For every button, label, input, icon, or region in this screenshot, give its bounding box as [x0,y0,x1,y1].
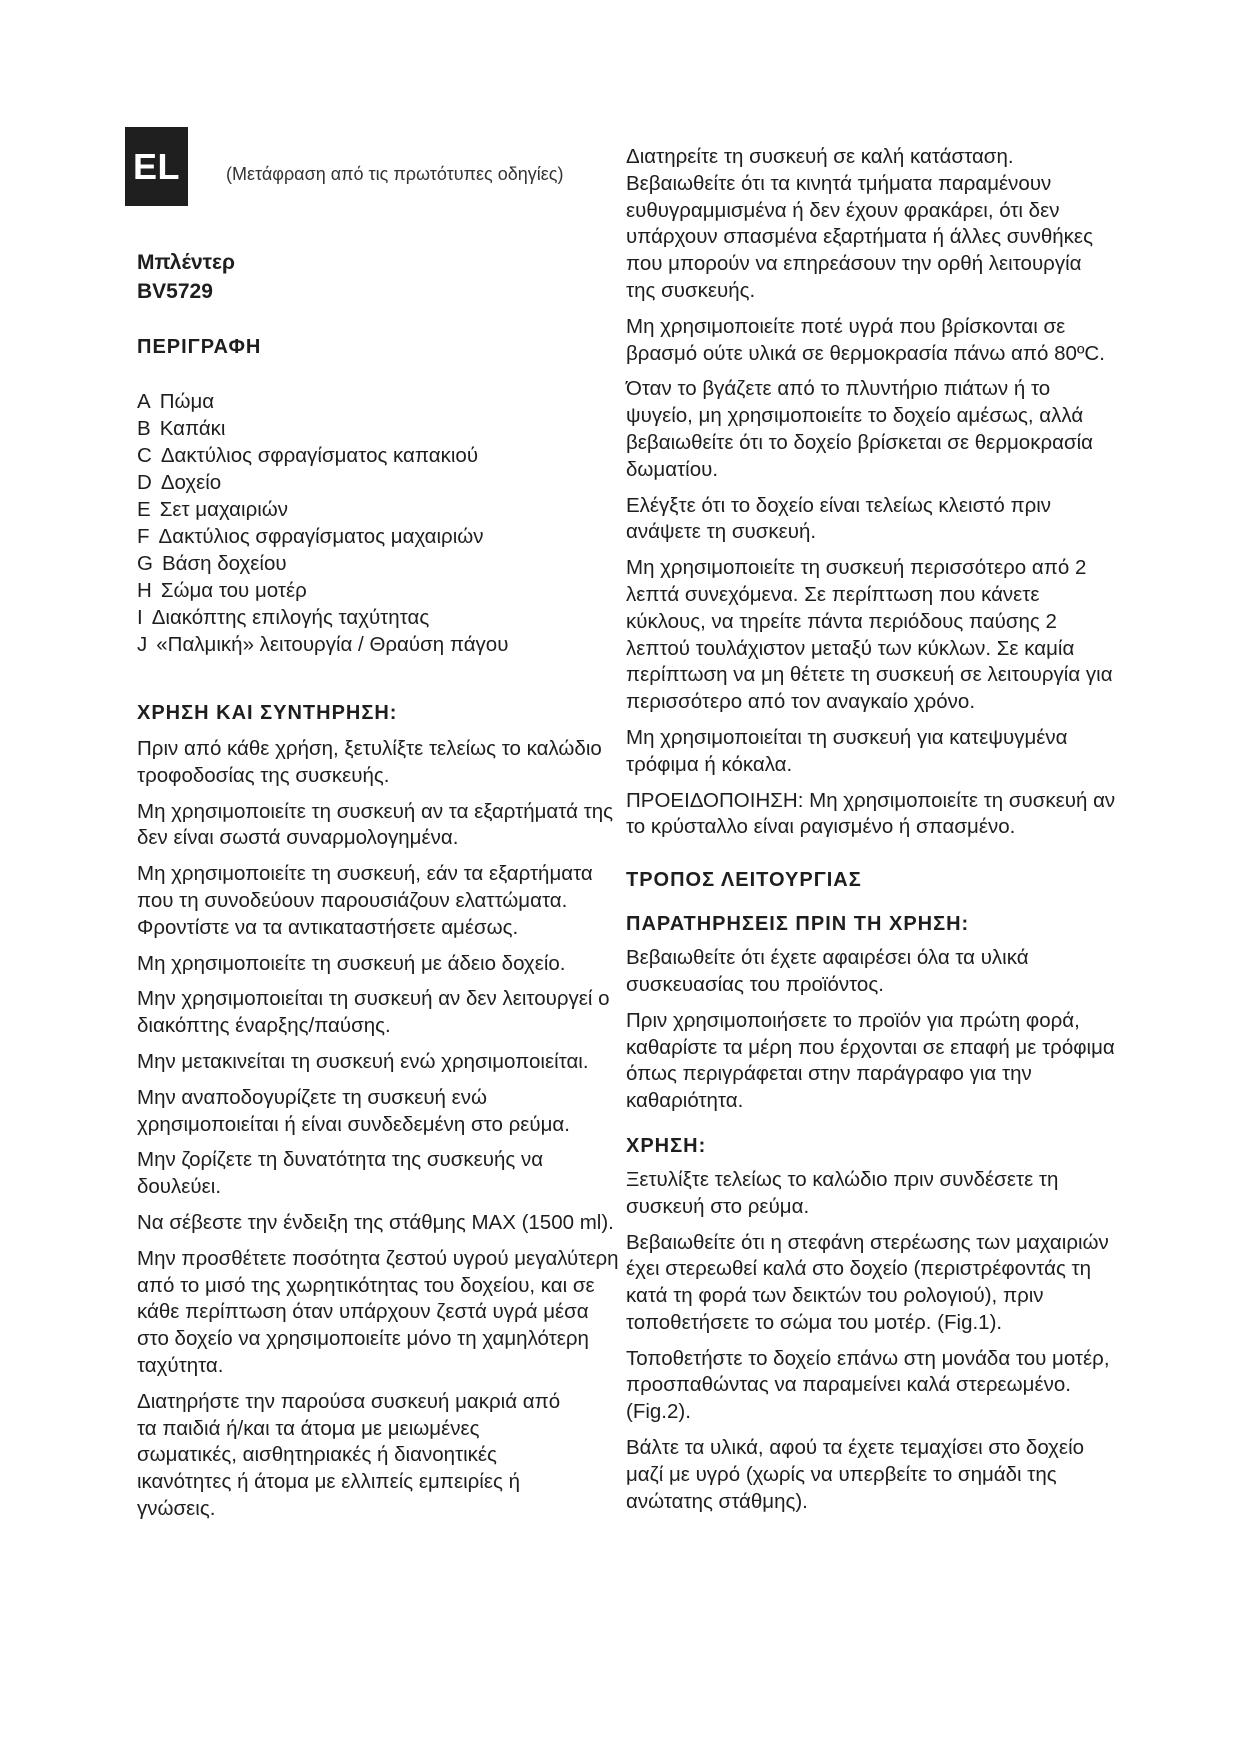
language-badge [125,127,188,206]
parts-list [137,388,624,658]
paragraph: Μη χρησιμοποιείτε τη συσκευή, εάν τα εξαρτήματα που τη συνοδεύουν παρουσιάζουν ελαττώματα. Φροντίστε να τα αντικαταστήσετε αμέσως. [137,862,593,939]
part-label: Σετ μαχαιριών [159,498,289,521]
paragraph: Βεβαιωθείτε ότι η στεφάνη στερέωσης των μαχαιριών έχει στερεωθεί καλά στο δοχείο (περιστρέφοντάς τη κατά τη φορά των δεικτών του ρολογιού), πριν τοποθετήσετε το σώμα του μοτέρ. (Fig.1). [626,1230,1109,1334]
list-item [137,388,624,415]
part-letter: B [137,417,151,440]
paragraph: Μην προσθέτετε ποσότητα ζεστού υγρού μεγαλύτερη από το μισό της χωρητικότητας του δοχείου, και σε κάθε περίπτωση όταν υπάρχουν ζεστά υγρά μέσα στο δοχείο να χρησιμοποιείτε μόνο τη χαμηλότερη ταχύτητα. [137,1246,619,1377]
paragraph: ΠΡΟΕΙΔΟΠΟΙΗΣΗ: Μη χρησιμοποιείτε τη συσκευή αν το κρύσταλλο είναι ραγισμένο ή σπασμένο. [626,788,1116,839]
paragraph: Μη χρησιμοποιείτε τη συσκευή με άδειο δοχείο. [137,951,566,975]
list-item [137,415,624,442]
part-letter: J [137,633,148,656]
part-letter: D [137,471,152,494]
left-column [137,248,624,1532]
part-label: Διακόπτης επιλογής ταχύτητας [151,606,430,629]
list-item [137,496,624,523]
paragraph: Μην ζορίζετε τη δυνατότητα της συσκευής να δουλεύει. [137,1148,544,1199]
description-heading: ΠΕΡΙΓΡΑΦΗ [137,336,262,358]
translation-note: (Μετάφραση από τις πρωτότυπες οδηγίες) [226,164,564,184]
part-letter: A [137,390,151,413]
part-letter: I [137,606,143,629]
part-label: Δακτύλιος σφραγίσματος καπακιού [160,444,479,467]
part-letter: H [137,579,152,602]
list-item [137,523,624,550]
list-item [137,577,624,604]
part-letter: C [137,444,152,467]
part-label: Σώμα του μοτέρ [160,579,307,602]
list-item [137,469,624,496]
paragraph: Όταν το βγάζετε από το πλυντήριο πιάτων ή το ψυγείο, μη χρησιμοποιείτε το δοχείο αμέσως, αλλά βεβαιωθείτε ότι το δοχείο βρίσκεται σε θερμοκρασία δωματίου. [626,377,1094,481]
paragraph: Τοποθετήστε το δοχείο επάνω στη μονάδα του μοτέρ, προσπαθώντας να παραμείνει καλά στερεωμένο. (Fig.2). [626,1346,1110,1424]
list-item [137,631,624,658]
paragraph: Μην αναποδογυρίζετε τη συσκευή ενώ χρησιμοποιείται ή είναι συνδεδεμένη στο ρεύμα. [137,1085,570,1136]
use-heading: ΧΡΗΣΗ: [626,1134,707,1157]
product-name: Μπλέντερ [137,251,235,274]
paragraph: Πριν από κάθε χρήση, ξετυλίξτε τελείως το καλώδιο τροφοδοσίας της συσκευής. [137,737,602,787]
paragraph: Μην μετακινείται τη συσκευή ενώ χρησιμοποιείται. [137,1049,589,1073]
language-code: EL [132,145,180,187]
paragraph: Βεβαιωθείτε ότι έχετε αφαιρέσει όλα τα υλικά συσκευασίας του προϊόντος. [626,946,1029,996]
paragraph: Μη χρησιμοποιείται τη συσκευή για κατεψυγμένα τρόφιμα ή κόκαλα. [626,725,1068,776]
part-label: Βάση δοχείου [161,552,287,575]
paragraph: Μη χρησιμοποιείτε τη συσκευή αν τα εξαρτήματά της δεν είναι σωστά συναρμολογημένα. [137,799,614,850]
paragraph: Πριν χρησιμοποιήσετε το προϊόν για πρώτη φορά, καθαρίστε τα μέρη που έρχονται σε επαφή με τρόφιμα όπως περιγράφεται στην παράγραφο για την καθαριότητα. [626,1008,1115,1113]
paragraph: Διατηρήστε την παρούσα συσκευή μακριά από τα παιδιά ή/και τα άτομα με μειωμένες σωματικές, αισθητηριακές ή διανοητικές ικανότητες ή άτομα με ελλιπείς εμπειρίες ή γνώσεις. [137,1389,561,1520]
paragraph: Μη χρησιμοποιείτε τη συσκευή περισσότερο από 2 λεπτά συνεχόμενα. Σε περίπτωση που κάνετε κύκλους, να τηρείτε πάντα περιόδους παύσης 2 λεπτού τουλάχιστον μεταξύ των κύκλων. Σε καμία περίπτωση να μη θέτετε τη συσκευή σε λειτουργία για περισσότερο από τον αναγκαίο χρόνο. [626,556,1113,714]
part-letter: F [137,525,150,548]
list-item [137,604,624,631]
paragraph: Μην χρησιμοποιείται τη συσκευή αν δεν λειτουργεί ο διακόπτης έναρξης/παύσης. [137,987,610,1038]
paragraph: Να σέβεστε την ένδειξη της στάθμης MAX (1500 ml). [137,1210,614,1234]
paragraph: Διατηρείτε τη συσκευή σε καλή κατάσταση. Βεβαιωθείτε ότι τα κινητά τμήματα παραμένουν ευθυγραμμισμένα ή δεν έχουν φρακάρει, ότι δεν υπάρχουν σπασμένα εξαρτήματα ή άλλες συνθήκες που μπορούν να επηρεάσουν την ορθή λειτουργία της συσκευής. [626,145,1093,302]
part-label: Καπάκι [159,417,226,440]
paragraph: Βάλτε τα υλικά, αφού τα έχετε τεμαχίσει στο δοχείο μαζί με υγρό (χωρίς να υπερβείτε το σημάδι της ανώτατης στάθμης). [626,1436,1085,1513]
part-label: «Παλμική» λειτουργία / Θραύση πάγου [156,633,509,656]
paragraph: Ελέγξτε ότι το δοχείο είναι τελείως κλειστό πριν ανάψετε τη συσκευή. [626,493,1052,544]
part-label: Δοχείο [160,471,222,494]
right-column [626,144,1116,1524]
part-letter: G [137,552,153,575]
usage-maintenance-heading: ΧΡΗΣΗ ΚΑΙ ΣΥΝΤΗΡΗΣΗ: [137,702,398,724]
list-item [137,550,624,577]
paragraph: Ξετυλίξτε τελείως το καλώδιο πριν συνδέσετε τη συσκευή στο ρεύμα. [626,1167,1059,1218]
part-letter: E [137,498,151,521]
paragraph: Μη χρησιμοποιείτε ποτέ υγρά που βρίσκονται σε βρασμό ούτε υλικά σε θερμοκρασία πάνω από 80ºC. [626,314,1105,365]
part-label: Πώμα [159,390,215,413]
part-label: Δακτύλιος σφραγίσματος μαχαιριών [158,525,484,548]
notes-before-use-heading: ΠΑΡΑΤΗΡΗΣΕΙΣ ΠΡΙΝ ΤΗ ΧΡΗΣΗ: [626,913,970,936]
list-item [137,442,624,469]
operation-heading: ΤΡΟΠΟΣ ΛΕΙΤΟΥΡΓΙΑΣ [626,869,862,892]
product-model: BV5729 [137,280,213,303]
